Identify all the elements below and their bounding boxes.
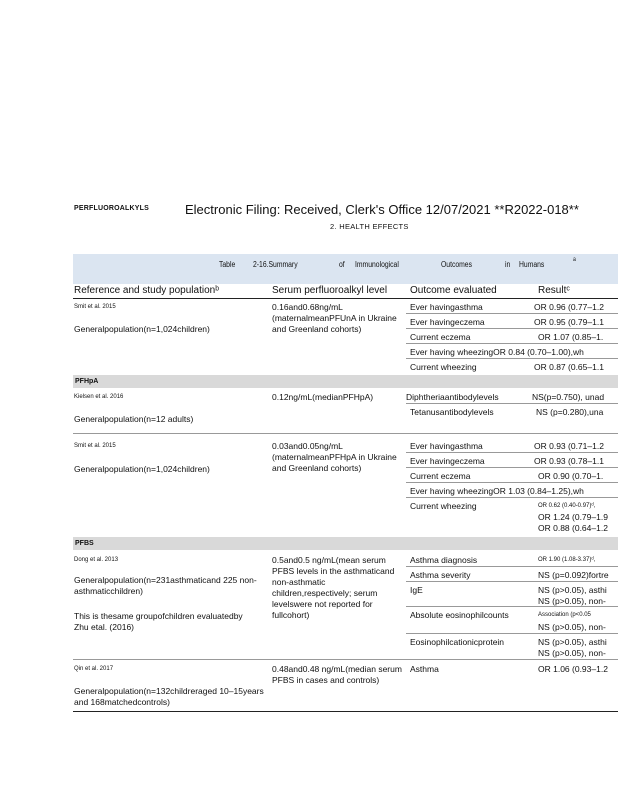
outcome: Asthma diagnosis <box>410 555 478 565</box>
running-header: PERFLUOROALKYLS <box>74 205 149 212</box>
caption-word: of <box>339 260 345 269</box>
result: NS (p>0.05), non- <box>538 648 606 658</box>
outcome: Ever havingasthma <box>410 441 483 451</box>
outcome: Current eczema <box>410 471 471 481</box>
result: OR 0.96 (0.77–1.2 <box>534 302 604 312</box>
outcome: Diphtheriaantibodylevels <box>406 392 499 402</box>
population: Generalpopulation(n=12 adults) <box>74 414 194 424</box>
population: Generalpopulation(n=1,024children) <box>74 324 210 334</box>
result: OR 0.62 (0.40-0.97)ᵈ, <box>538 503 596 509</box>
result: OR 0.93 (0.78–1.1 <box>534 456 604 466</box>
citation: Dong et al. 2013 <box>74 557 119 563</box>
citation: Qin et al. 2017 <box>74 666 114 672</box>
filing-stamp: Electronic Filing: Received, Clerk's Office 12/07/2021 **R2022-018** <box>185 202 579 217</box>
caption-word: in <box>505 260 511 269</box>
result: NS(p=0.750), unad <box>532 392 605 402</box>
result: Association (p<0.05 <box>538 612 591 618</box>
result: NS (p=0.280),una <box>536 407 604 417</box>
outcome: Ever having wheezingOR 0.84 (0.70–1.00),wh <box>410 347 584 357</box>
population: Generalpopulation(n=231asthmaticand 225 non-asthmaticchildren) <box>74 575 257 596</box>
population: Generalpopulation(n=132childreraged 10–15years and 168matchedcontrols) <box>74 686 264 707</box>
col-header-serum: Serum perfluoroalkyl level <box>272 285 388 296</box>
result: OR 0.87 (0.65–1.1 <box>534 362 604 372</box>
outcome: Asthma severity <box>410 570 471 580</box>
outcome: Ever having wheezingOR 1.03 (0.84–1.25),wh <box>410 486 584 496</box>
caption-word: Humans <box>519 260 545 269</box>
caption-word: 2-16.Summary <box>253 260 298 269</box>
result: OR 1.07 (0.85–1. <box>538 332 604 342</box>
serum-level: 0.12ng/mL(medianPFHpA) <box>272 392 374 402</box>
section-pfhpa: PFHpA <box>73 375 618 388</box>
result: NS (p>0.05), asthi <box>538 585 607 595</box>
outcome: Current wheezing <box>410 362 477 372</box>
result: OR 0.95 (0.79–1.1 <box>534 317 604 327</box>
result: NS (p>0.05), non- <box>538 622 606 632</box>
col-header-outcome: Outcome evaluated <box>410 285 497 296</box>
citation: Smit et al. 2015 <box>74 304 116 310</box>
caption-footnote: a <box>573 257 576 263</box>
caption-word: Table <box>219 260 236 269</box>
outcome: Absolute eosinophilcounts <box>410 610 509 620</box>
table-caption <box>73 254 618 284</box>
result: NS (p>0.05), asthi <box>538 637 607 647</box>
result: NS (p>0.05), non- <box>538 596 606 606</box>
result: OR 0.88 (0.64–1.2 <box>538 523 608 533</box>
col-header-reference: Reference and study populationᵇ <box>74 285 219 296</box>
citation: Smit et al. 2015 <box>74 443 116 449</box>
serum-level: 0.5and0.5 ng/mL(mean serum PFBS levels in the asthmaticand non-asthmatic children,respectively; serum levelswere not reported for fullcohort) <box>272 555 395 620</box>
result: OR 0.90 (0.70–1. <box>538 471 604 481</box>
serum-level: 0.48and0.48 ng/mL(median serum PFBS in cases and controls) <box>272 664 402 685</box>
serum-level: 0.03and0.05ng/mL (maternalmeanPFHpA in Ukraine and Greenland cohorts) <box>272 441 397 473</box>
result: NS (p=0.092)fortre <box>538 570 609 580</box>
header-rule <box>73 298 618 299</box>
result: OR 1.24 (0.79–1.9 <box>538 512 608 522</box>
outcome: Current eczema <box>410 332 471 342</box>
section-pfbs: PFBS <box>73 537 618 550</box>
result: OR 1.06 (0.93–1.2 <box>538 664 608 674</box>
caption-word: Outcomes <box>441 260 472 269</box>
outcome: Eosinophilcationicprotein <box>410 637 505 647</box>
study-note: This is thesame groupofchildren evaluatedby Zhu etal. (2016) <box>74 611 243 632</box>
outcome: IgE <box>410 585 423 595</box>
citation: Kielsen et al. 2016 <box>74 394 124 400</box>
result: OR 0.93 (0.71–1.2 <box>534 441 604 451</box>
table-bottom-rule <box>73 711 618 712</box>
section-heading: 2. HEALTH EFFECTS <box>330 222 409 231</box>
population: Generalpopulation(n=1,024children) <box>74 464 210 474</box>
outcome: Asthma <box>410 664 439 674</box>
serum-level: 0.16and0.68ng/mL (maternalmeanPFUnA in Ukraine and Greenland cohorts) <box>272 302 397 334</box>
outcome: Ever havingeczema <box>410 456 485 466</box>
result: OR 1.90 (1.08-3.37)ᵈ, <box>538 557 596 563</box>
outcome: Ever havingasthma <box>410 302 483 312</box>
outcome: Tetanusantibodylevels <box>410 407 494 417</box>
outcome: Ever havingeczema <box>410 317 485 327</box>
outcome: Current wheezing <box>410 501 477 511</box>
caption-word: Immunological <box>355 260 399 269</box>
col-header-result: Resultᶜ <box>538 285 570 296</box>
